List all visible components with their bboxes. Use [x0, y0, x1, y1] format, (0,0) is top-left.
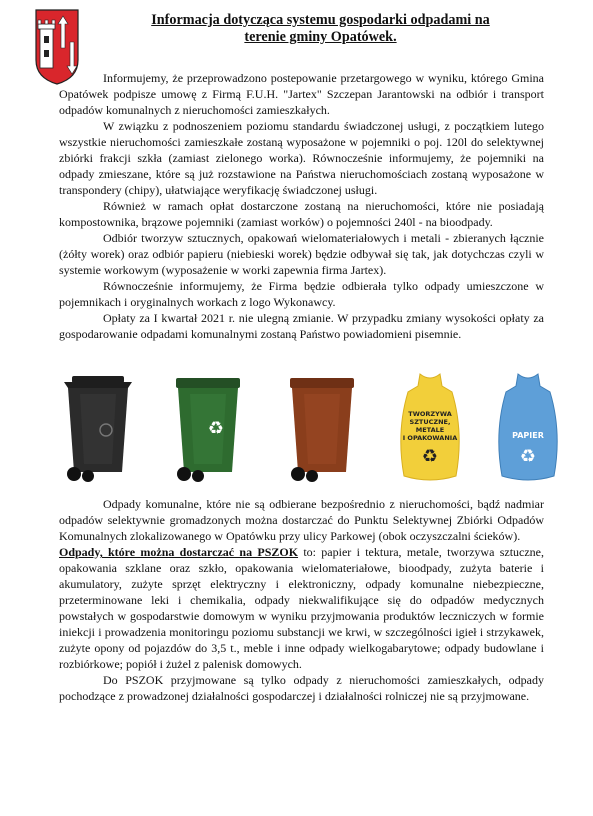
green-glass-bin-image — [168, 372, 248, 484]
recycle-icon: ♻ — [421, 446, 439, 467]
page-title — [110, 12, 531, 46]
svg-text:♻: ♻ — [207, 418, 225, 439]
yellow-bag-label-2: SZTUCZNE, — [409, 418, 451, 426]
pszok-section — [59, 496, 544, 704]
paragraph-bags: Odbiór tworzyw sztucznych, opakowań wielomateriałowych i metali - zbieranych łącznie (żółty worek) oraz odbiór papieru (niebieski worek) będzie odbywał się tak, jak dotychczas czyli w systemie workowym (wyposażenie w worki zapewnia firma Jartex). — [59, 231, 544, 277]
title-line-1: Informacja dotycząca systemu gospodarki odpadami na — [151, 12, 490, 28]
paragraph-contract: Informujemy, że przeprowadzono postepowanie przetargowego w wyniku, którego Gmina Opatówek podpisze umowę z Firmą F.U.H. "Jartex" Szczepan Jarantowski na odbiór i transport odpadów komunalnych z nieruchomości zamieszkałych. — [59, 71, 544, 117]
yellow-bag-label-1: TWORZYWA — [408, 410, 452, 418]
paragraph-bio-bins: Również w ramach opłat dostarczone zostaną na nieruchomości, które nie posiadają kompostownika, brązowe pojemniki (zamiast worków) o pojemności 240l - na bioodpady. — [59, 199, 544, 229]
black-bin-image — [58, 372, 138, 484]
blue-paper-bag-image — [488, 372, 568, 484]
recycle-icon: ♻ — [519, 446, 537, 467]
blue-bag-label: PAPIER — [512, 431, 544, 440]
paragraph-pszok-location: Odpady komunalne, które nie są odbierane bezpośrednio z nieruchomości, bądź nadmiar odpadów selektywnie gromadzonych można dostarczać do Punktu Selektywnej Zbiórki Odpadów Komunalnych zlokalizowanego w Opatówku przy ulicy Parkowej (obok oczyszczalni ścieków). — [59, 497, 544, 543]
yellow-bag-label-4: I OPAKOWANIA — [402, 434, 458, 442]
pszok-accepted-heading: Odpady, które można dostarczać na PSZOK — [59, 545, 299, 559]
brown-bio-bin-image — [282, 372, 362, 484]
yellow-bag-image — [390, 372, 470, 484]
paragraph-pszok-accepted — [59, 544, 544, 672]
paragraph-pszok-restriction: Do PSZOK przyjmowane są tylko odpady z nieruchomości zamieszkałych, odpady pochodzące z prowadzonej działalności gospodarczej i działalności rolniczej nie są przyjmowane. — [59, 673, 544, 703]
paragraph-logo-bags: Równocześnie informujemy, że Firma będzie odbierała tylko odpady umieszczone w pojemnikach i oryginalnych workach z logo Wykonawcy. — [59, 279, 544, 309]
intro-section — [59, 70, 544, 342]
paragraph-fees: Opłaty za I kwartał 2021 r. nie ulegną zmianie. W przypadku zmiany wysokości opłaty za gospodarowanie odpadami komunalnymi zostaną Państwo powiadomieni pisemnie. — [59, 311, 544, 341]
yellow-bag-label-3: METALE — [415, 426, 445, 434]
pszok-accepted-list: to: papier i tektura, metale, tworzywa sztuczne, opakowania szklane oraz szkło, opakowania wielomateriałowe, bioodpady, zużyta baterie i akumulatory, zużyte sprzęt elektryczny i elektroniczny, odpady komunalne niebezpieczne, przeterminowane leki i chemikalia, odpady niekwalifikujące się do odpadów medycznych powstałych w gospodarstwie domowym w wyniku przyjmowania produktów leczniczych w formie iniekcji i prowadzenia monitoringu poziomu substancji we krwi, w szczególności igieł i strzykawek, zużyte opony od pojazdów do 3,5 t., meble i inne odpady wielkogabarytowe; odpady budowlane i rozbiórkowe; popiół i żużel z palenisk domowych. — [59, 545, 545, 671]
title-line-2: terenie gminy Opatówek. — [244, 29, 397, 45]
waste-containers-illustration — [58, 372, 558, 484]
paragraph-standard: W związku z podnoszeniem poziomu standardu świadczonej usługi, z początkiem lutego wszystkie nieruchomości zamieszkałe zostaną wyposażone w pojemniki o poj. 120l do selektywnej zbiórki frakcji szkła (zamiast zielonego worka). Równocześnie informujemy, że pojemniki na odpady zmieszane, które są już rozstawione na Państwa nieruchomościach zostaną wyposażone w transpondery (chipy), ułatwiające weryfikację świadczonej usługi. — [59, 119, 544, 197]
